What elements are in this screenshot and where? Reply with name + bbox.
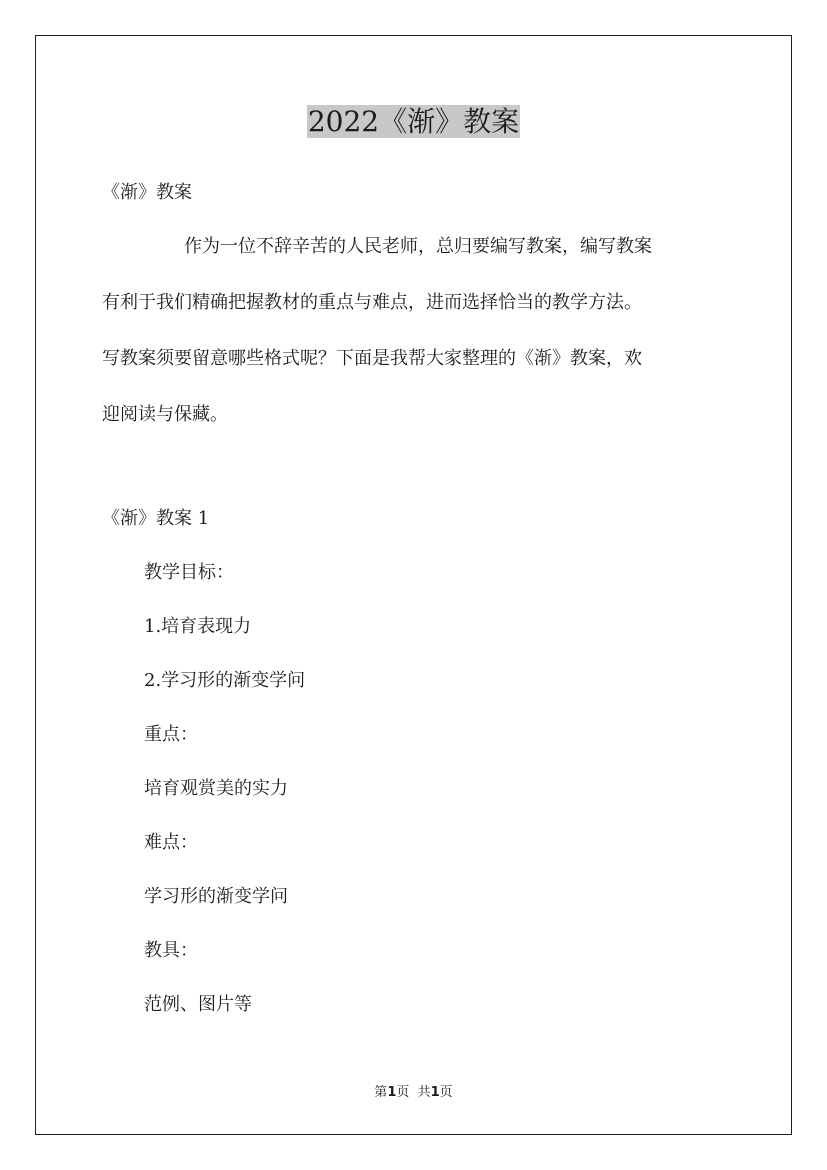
intro-paragraph [102,219,728,443]
list-item: 1.培育表现力 [144,616,252,637]
intro-line: 迎阅读与保藏。 [102,404,228,425]
intro-line: 写教案须要留意哪些格式呢？下面是我帮大家整理的《渐》教案，欢 [102,348,642,369]
list-item: 难点： [144,832,198,853]
title-text: 2022《渐》教案 [307,105,520,138]
footer-suffix: 页 [439,1085,453,1100]
section-heading: 《渐》教案 1 [102,508,210,529]
list-item: 教具： [144,940,198,961]
list-item: 重点： [144,724,198,745]
footer-prefix: 第 [374,1085,388,1100]
footer-mid: 页 共 [396,1085,431,1100]
list-item: 学习形的渐变学问 [144,886,288,907]
list-item: 培育观赏美的实力 [144,778,288,799]
page-footer [0,1084,827,1102]
total-page-number: 1 [430,1085,440,1100]
list-item: 2.学习形的渐变学问 [144,670,306,691]
current-page-number: 1 [387,1085,397,1100]
intro-line: 有利于我们精确把握教材的重点与难点，进而选择恰当的教学方法。 [102,292,642,313]
document-subtitle: 《渐》教案 [102,182,192,203]
list-item: 教学目标： [144,562,234,583]
document-title [0,104,827,140]
list-item: 范例、图片等 [144,994,252,1015]
intro-line: 作为一位不辞辛苦的人民老师，总归要编写教案，编写教案 [184,236,652,257]
